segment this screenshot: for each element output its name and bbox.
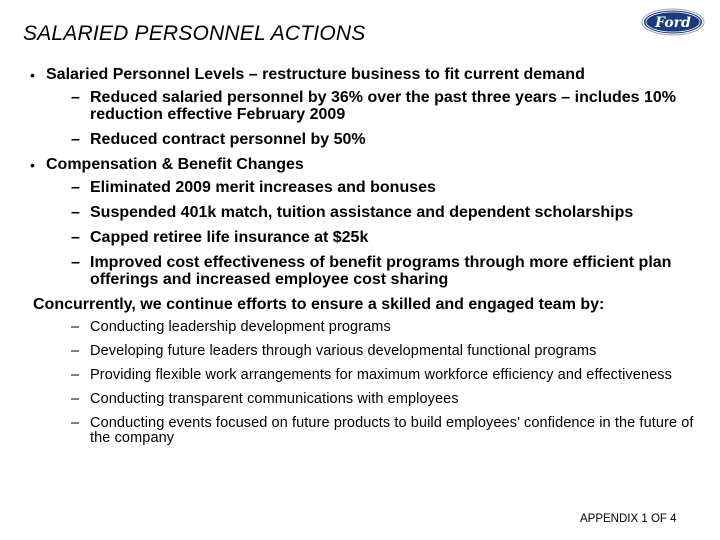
dash-marker: – <box>71 179 80 196</box>
dash-marker: – <box>71 391 80 407</box>
sub-item-text: Capped retiree life insurance at $25k <box>90 229 369 246</box>
sub-item-text: Reduced salaried personnel by 36% over the past three years – includes 10% reduction effective February 2009 <box>90 89 677 123</box>
sub-item-text: Reduced contract personnel by 50% <box>90 131 366 148</box>
ford-logo-text: Ford <box>655 15 691 31</box>
dash-marker: – <box>71 343 80 359</box>
sub-item-text: Eliminated 2009 merit increases and bonuses <box>90 179 436 196</box>
sub-item <box>0 179 710 196</box>
bullet-heading: Salaried Personnel Levels – restructure business to fit current demand <box>46 66 585 83</box>
bullet-personnel-levels <box>0 66 706 84</box>
sub-item <box>0 229 710 246</box>
bullet-dot: • <box>30 157 35 173</box>
bullet-compensation <box>0 156 706 174</box>
ford-logo <box>641 8 705 36</box>
dash-marker: – <box>71 89 80 106</box>
dash-marker: – <box>71 319 80 335</box>
concurrent-item-text: Conducting events focused on future products to build employees’ confidence in the future of the company <box>90 415 694 446</box>
sub-item <box>0 204 710 221</box>
concurrent-item-text: Providing flexible work arrangements for maximum workforce efficiency and effectiveness <box>90 367 672 383</box>
concurrent-item <box>0 368 710 383</box>
dash-marker: – <box>71 131 80 148</box>
slide-content <box>0 66 720 455</box>
sub-item-text: Improved cost effectiveness of benefit programs through more efficient plan offerings and increased employee cost sharing <box>90 254 672 288</box>
sub-item <box>0 89 710 123</box>
bullet-heading: Compensation & Benefit Changes <box>46 156 304 173</box>
sub-item-text: Suspended 401k match, tuition assistance and dependent scholarships <box>90 204 634 221</box>
concurrent-item-text: Conducting leadership development programs <box>90 319 391 335</box>
sub-item <box>0 254 710 288</box>
concurrent-item-text: Conducting transparent communications with employees <box>90 391 459 407</box>
bullet-dot: • <box>30 67 35 83</box>
sub-item <box>0 131 710 148</box>
dash-marker: – <box>71 229 80 246</box>
concurrently-heading: Concurrently, we continue efforts to ensure a skilled and engaged team by: <box>33 296 605 313</box>
page-indicator: APPENDIX 1 OF 4 <box>580 513 677 525</box>
dash-marker: – <box>71 204 80 221</box>
page-title: SALARIED PERSONNEL ACTIONS <box>23 22 366 45</box>
dash-marker: – <box>71 254 80 271</box>
concurrent-item-text: Developing future leaders through various developmental functional programs <box>90 343 597 359</box>
concurrent-item <box>0 416 710 446</box>
concurrent-item <box>0 320 710 335</box>
concurrent-item <box>0 392 710 407</box>
dash-marker: – <box>71 367 80 383</box>
concurrent-item <box>0 344 710 359</box>
dash-marker: – <box>71 415 80 431</box>
